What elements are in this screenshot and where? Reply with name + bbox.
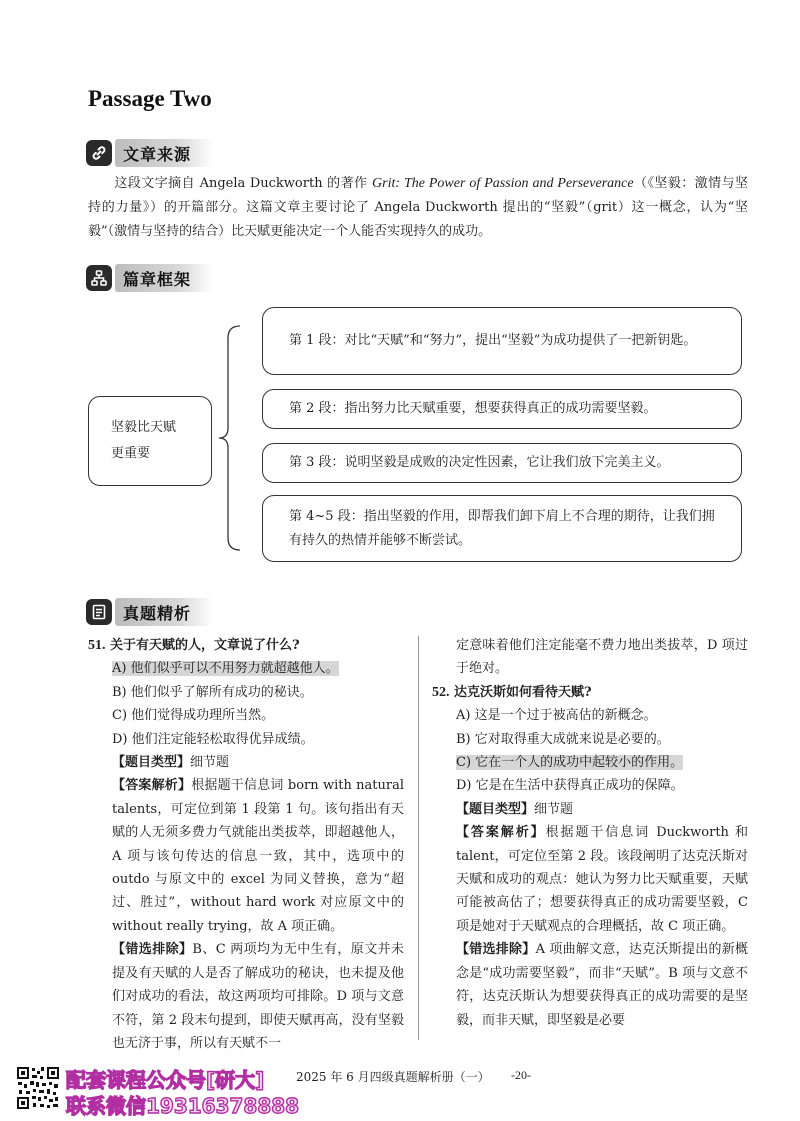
link-icon <box>86 140 112 166</box>
brace-connector <box>216 322 252 554</box>
question-52-column <box>432 634 748 1032</box>
framework-box-para4-5: 第 4~5 段：指出坚毅的作用，即帮我们卸下肩上不合理的期待，让我们拥有持久的热情并能够不断尝试。 <box>262 495 742 562</box>
framework-box-para2: 第 2 段：指出努力比天赋重要，想要获得真正的成功需要坚毅。 <box>262 389 742 429</box>
q51-elimination-continued: 定意味着他们注定能毫不费力地出类拔萃，D 项过于绝对。 <box>456 638 748 677</box>
option-c: C) 它在一个人的成功中起较小的作用。 <box>456 755 684 771</box>
question-type: 【题目类型】细节题 <box>456 801 574 817</box>
option-b: B) 它对取得重大成就来说是必要的。 <box>456 731 670 747</box>
framework-center-box: 坚毅比天赋 更重要 <box>88 396 212 486</box>
passage-title: Passage Two <box>88 86 212 111</box>
option-c: C) 他们觉得成功理所当然。 <box>112 708 275 724</box>
footer-title: 2025 年 6 月四级真题解析册（一） <box>296 1070 490 1084</box>
source-paragraph: 这段文字摘自 Angela Duckworth 的著作 Grit: The Power of Passion and Perseverance（《坚毅：激情与坚持的力量》）的开篇部分。这篇文章主要讨论了 Angela Duckworth 提出的“坚毅”（grit）这一概念，认为“坚毅”（激情与坚持的结合）比天赋更能决定一个人能否实现持久的成功。 <box>88 176 748 239</box>
section-label: 真题精析 <box>115 598 213 626</box>
section-header-questions <box>86 597 213 627</box>
question-stem: 52. 达克沃斯如何看待天赋? <box>432 684 592 700</box>
column-divider <box>418 636 419 1040</box>
answer-analysis: 【答案解析】根据题干信息词 Duckworth 和 talent，可定位至第 2 段。该段阐明了达克沃斯对天赋和成功的观点：她认为努力比天赋重要，天赋可能被高估了；想要获得真正的成功需要坚毅，C 项是她对于天赋观点的合理概括，故 C 项正确。 <box>456 825 748 934</box>
distractor-elimination: 【错选排除】A 项曲解文意，达克沃斯提出的新概念是“成功需要坚毅”，而非“天赋”。B 项与文意不符，达克沃斯认为想要获得真正的成功需要的是坚毅，而非天赋，即坚毅是必要 <box>456 942 748 1028</box>
option-a: A) 这是一个过于被高估的新概念。 <box>456 708 657 724</box>
page-number: -20- <box>511 1068 531 1082</box>
option-d: D) 他们注定能轻松取得优异成绩。 <box>112 731 314 747</box>
book-title: Grit: The Power of Passion and Perseverance <box>372 176 634 191</box>
notebook-icon <box>86 599 112 625</box>
question-51 <box>88 634 404 1055</box>
option-b: B) 他们似乎了解所有成功的秘诀。 <box>112 684 313 700</box>
option-a: A) 他们似乎可以不用努力就超越他人。 <box>112 661 339 677</box>
question-stem: 51. 关于有天赋的人，文章说了什么? <box>88 638 300 653</box>
section-label: 篇章框架 <box>115 264 213 292</box>
framework-box-para3: 第 3 段：说明坚毅是成败的决定性因素，它让我们放下完美主义。 <box>262 443 742 483</box>
section-label: 文章来源 <box>115 139 213 167</box>
distractor-elimination: 【错选排除】B、C 两项均为无中生有，原文并未提及有天赋的人是否了解成功的秘诀，也未提及他们对成功的看法，故这两项均可排除。D 项与文意不符，第 2 段末句提到，即使天赋再高，没有坚毅也无济于事，所以有天赋不一 <box>112 942 404 1051</box>
answer-analysis: 【答案解析】根据题干信息词 born with natural talents，可定位到第 1 段第 1 句。该句指出有天赋的人无须多费力气就能出类拔萃，即超越他人，A 项与该句传达的信息一致，其中，选项中的 outdo 与原文中的 excel 为同义替换，意为“超过、胜过”，without hard work 对应原文中的 without really trying，故 A 项正确。 <box>112 778 404 934</box>
framework-box-para1: 第 1 段：对比“天赋”和“努力”，提出“坚毅”为成功提供了一把新钥匙。 <box>262 307 742 375</box>
watermark-line2: 联系微信19316378888 <box>66 1094 300 1118</box>
qr-code-icon <box>16 1066 60 1110</box>
section-header-framework <box>86 263 213 293</box>
option-d: D) 它是在生活中获得真正成功的保障。 <box>456 778 684 794</box>
question-type: 【题目类型】细节题 <box>112 755 230 771</box>
hierarchy-icon <box>86 265 112 291</box>
watermark-line1: 配套课程公众号[研大] <box>66 1068 265 1092</box>
section-header-source <box>86 138 213 168</box>
